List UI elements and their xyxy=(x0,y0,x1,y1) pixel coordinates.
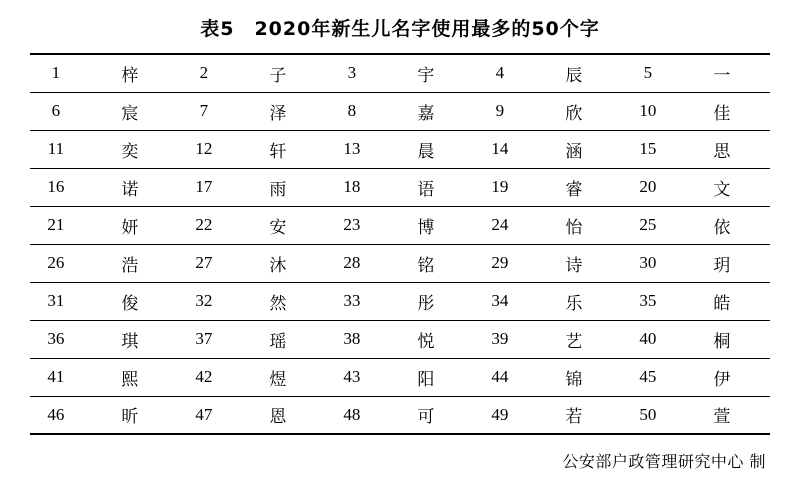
rank-cell: 47 xyxy=(178,396,230,434)
rank-cell: 7 xyxy=(178,92,230,130)
rank-cell: 10 xyxy=(622,92,674,130)
rank-cell: 37 xyxy=(178,320,230,358)
character-cell: 若 xyxy=(526,396,622,434)
character-cell: 安 xyxy=(230,206,326,244)
table-row xyxy=(30,130,770,168)
character-cell: 怡 xyxy=(526,206,622,244)
character-cell: 欣 xyxy=(526,92,622,130)
character-cell: 锦 xyxy=(526,358,622,396)
table-row xyxy=(30,282,770,320)
character-cell: 雨 xyxy=(230,168,326,206)
rank-cell: 35 xyxy=(622,282,674,320)
table-row xyxy=(30,320,770,358)
table-body xyxy=(30,54,770,434)
table-row xyxy=(30,206,770,244)
rank-cell: 20 xyxy=(622,168,674,206)
rank-cell: 13 xyxy=(326,130,378,168)
rank-cell: 12 xyxy=(178,130,230,168)
character-cell: 轩 xyxy=(230,130,326,168)
character-cell: 彤 xyxy=(378,282,474,320)
rank-cell: 24 xyxy=(474,206,526,244)
character-cell: 诺 xyxy=(82,168,178,206)
rank-cell: 17 xyxy=(178,168,230,206)
rank-cell: 28 xyxy=(326,244,378,282)
rank-cell: 5 xyxy=(622,54,674,92)
rank-cell: 42 xyxy=(178,358,230,396)
rank-cell: 6 xyxy=(30,92,82,130)
rank-cell: 43 xyxy=(326,358,378,396)
character-cell: 然 xyxy=(230,282,326,320)
rank-cell: 48 xyxy=(326,396,378,434)
rank-cell: 29 xyxy=(474,244,526,282)
rank-cell: 45 xyxy=(622,358,674,396)
character-cell: 涵 xyxy=(526,130,622,168)
table-row xyxy=(30,168,770,206)
character-cell: 昕 xyxy=(82,396,178,434)
page-title: 表5 2020年新生儿名字使用最多的50个字 xyxy=(200,18,600,40)
character-cell: 乐 xyxy=(526,282,622,320)
character-cell: 佳 xyxy=(674,92,770,130)
rank-cell: 31 xyxy=(30,282,82,320)
rank-cell: 15 xyxy=(622,130,674,168)
rank-cell: 38 xyxy=(326,320,378,358)
rank-cell: 46 xyxy=(30,396,82,434)
character-cell: 文 xyxy=(674,168,770,206)
rank-cell: 2 xyxy=(178,54,230,92)
character-cell: 博 xyxy=(378,206,474,244)
rank-cell: 40 xyxy=(622,320,674,358)
rank-cell: 14 xyxy=(474,130,526,168)
character-cell: 铭 xyxy=(378,244,474,282)
character-cell: 梓 xyxy=(82,54,178,92)
character-cell: 嘉 xyxy=(378,92,474,130)
character-cell: 瑶 xyxy=(230,320,326,358)
rank-cell: 3 xyxy=(326,54,378,92)
character-cell: 煜 xyxy=(230,358,326,396)
rank-cell: 27 xyxy=(178,244,230,282)
rank-cell: 16 xyxy=(30,168,82,206)
character-cell: 语 xyxy=(378,168,474,206)
character-cell: 伊 xyxy=(674,358,770,396)
character-cell: 沐 xyxy=(230,244,326,282)
character-cell: 可 xyxy=(378,396,474,434)
rank-cell: 9 xyxy=(474,92,526,130)
rank-cell: 50 xyxy=(622,396,674,434)
rank-cell: 33 xyxy=(326,282,378,320)
table-row xyxy=(30,244,770,282)
character-cell: 萱 xyxy=(674,396,770,434)
rank-cell: 1 xyxy=(30,54,82,92)
character-cell: 琪 xyxy=(82,320,178,358)
table-row xyxy=(30,358,770,396)
character-cell: 思 xyxy=(674,130,770,168)
character-cell: 妍 xyxy=(82,206,178,244)
rank-cell: 32 xyxy=(178,282,230,320)
rank-cell: 44 xyxy=(474,358,526,396)
character-cell: 俊 xyxy=(82,282,178,320)
character-cell: 阳 xyxy=(378,358,474,396)
rank-cell: 11 xyxy=(30,130,82,168)
rank-cell: 22 xyxy=(178,206,230,244)
rank-cell: 8 xyxy=(326,92,378,130)
character-cell: 一 xyxy=(674,54,770,92)
character-cell: 浩 xyxy=(82,244,178,282)
character-cell: 奕 xyxy=(82,130,178,168)
character-cell: 桐 xyxy=(674,320,770,358)
character-cell: 泽 xyxy=(230,92,326,130)
character-cell: 皓 xyxy=(674,282,770,320)
rank-cell: 39 xyxy=(474,320,526,358)
character-cell: 子 xyxy=(230,54,326,92)
rank-cell: 34 xyxy=(474,282,526,320)
rank-cell: 26 xyxy=(30,244,82,282)
character-cell: 宇 xyxy=(378,54,474,92)
character-cell: 恩 xyxy=(230,396,326,434)
rank-cell: 21 xyxy=(30,206,82,244)
rank-cell: 19 xyxy=(474,168,526,206)
character-cell: 艺 xyxy=(526,320,622,358)
source-note: 公安部户政管理研究中心 制 xyxy=(562,452,766,471)
character-cell: 睿 xyxy=(526,168,622,206)
rank-cell: 41 xyxy=(30,358,82,396)
popular-names-table xyxy=(30,53,770,435)
rank-cell: 49 xyxy=(474,396,526,434)
rank-cell: 36 xyxy=(30,320,82,358)
character-cell: 玥 xyxy=(674,244,770,282)
rank-cell: 4 xyxy=(474,54,526,92)
character-cell: 晨 xyxy=(378,130,474,168)
character-cell: 诗 xyxy=(526,244,622,282)
rank-cell: 23 xyxy=(326,206,378,244)
character-cell: 熙 xyxy=(82,358,178,396)
table-row xyxy=(30,92,770,130)
character-cell: 宸 xyxy=(82,92,178,130)
rank-cell: 25 xyxy=(622,206,674,244)
rank-cell: 30 xyxy=(622,244,674,282)
character-cell: 悦 xyxy=(378,320,474,358)
rank-cell: 18 xyxy=(326,168,378,206)
character-cell: 依 xyxy=(674,206,770,244)
table-row xyxy=(30,396,770,434)
character-cell: 辰 xyxy=(526,54,622,92)
table-row xyxy=(30,54,770,92)
